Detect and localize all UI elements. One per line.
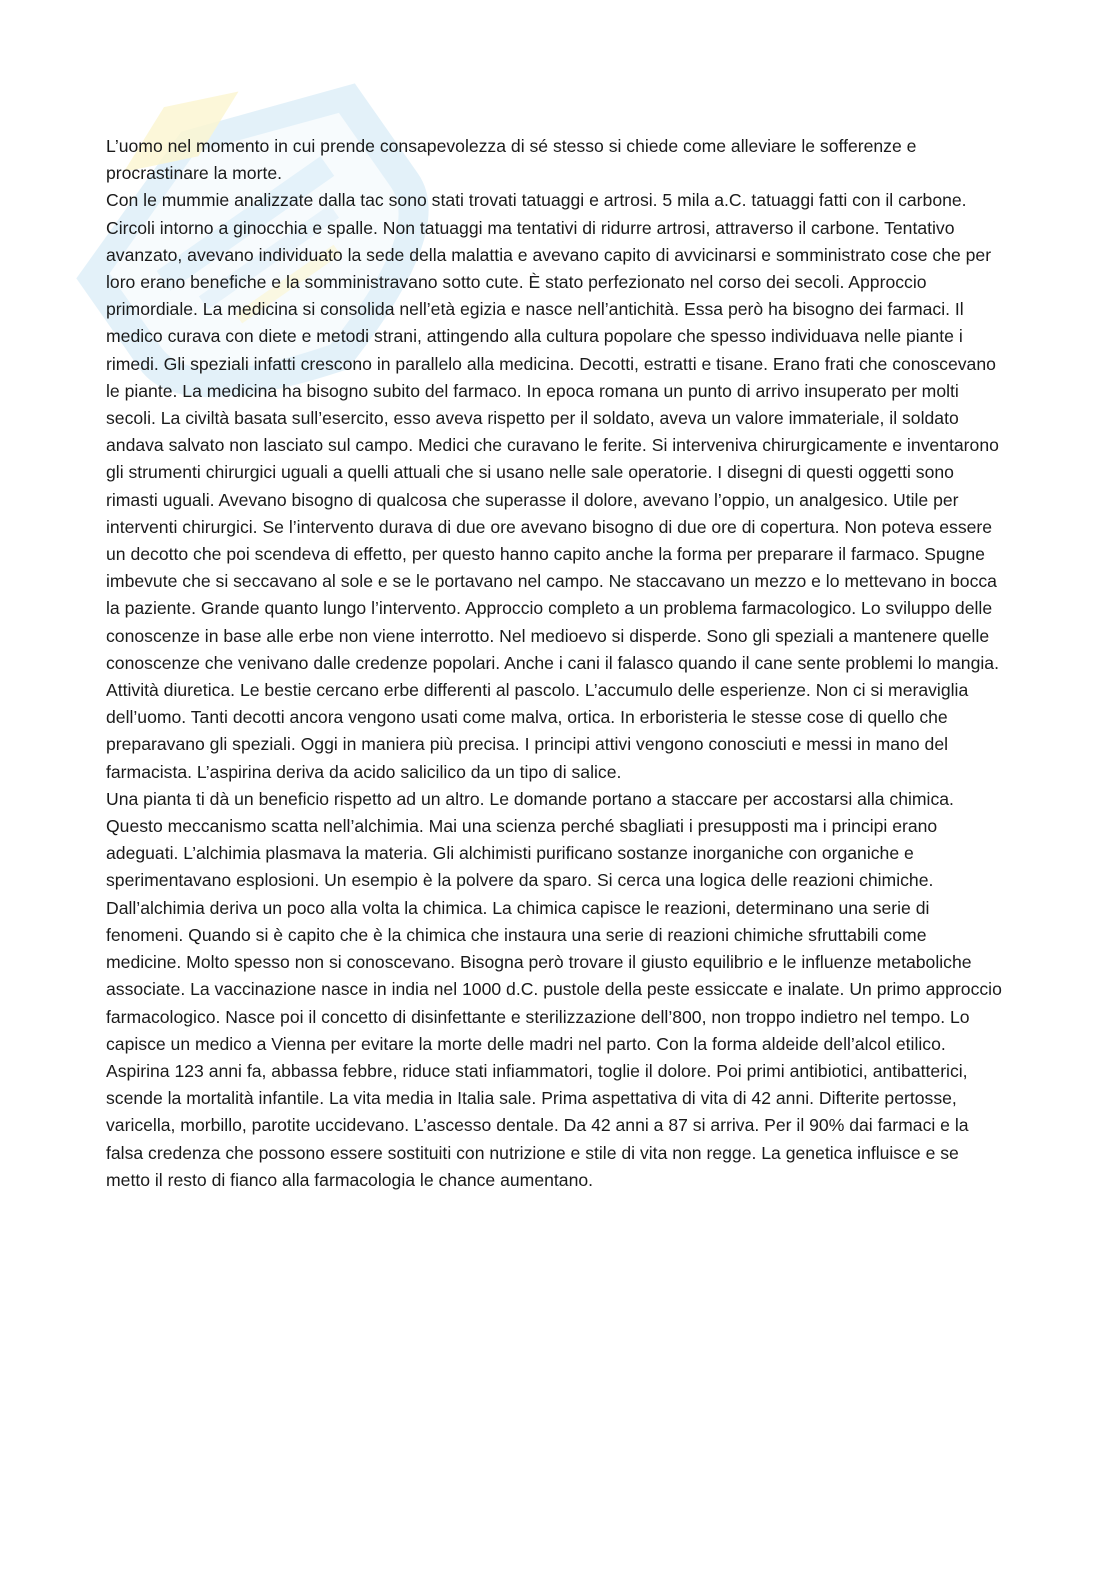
paragraph: Una pianta ti dà un beneficio rispetto ad un altro. Le domande portano a staccare per accostarsi alla chimica. Questo meccanismo scatta nell’alchimia. Mai una scienza perché sbagliati i presupposti ma i principi erano adeguati. L’alchimia plasmava la materia. Gli alchimisti purificano sostanze inorganiche con organiche e sperimentavano esplosioni. Un esempio è la polvere da sparo. Si cerca una logica delle reazioni chimiche. Dall’alchimia deriva un poco alla volta la chimica. La chimica capisce le reazioni, determinano una serie di fenomeni. Quando si è capito che è la chimica che instaura una serie di reazioni chimiche sfruttabili come medicine. Molto spesso non si conoscevano. Bisogna però trovare il giusto equilibrio e le influenze metaboliche associate. La vaccinazione nasce in india nel 1000 d.C. pustole della peste essiccate e inalate. Un primo approccio farmacologico. Nasce poi il concetto di disinfettante e sterilizzazione dell’800, non troppo indietro nel tempo. Lo capisce un medico a Vienna per evitare la morte delle madri nel parto. Con la forma aldeide dell’alcol etilico. Aspirina 123 anni fa, abbassa febbre, riduce stati infiammatori, toglie il dolore. Poi primi antibiotici, antibatterici, scende la mortalità infantile. La vita media in Italia sale. Prima aspettativa di vita di 42 anni. Difterite pertosse, varicella, morbillo, parotite uccidevano. L’ascesso dentale. Da 42 anni a 87 si arriva. Per il 90% dai farmaci e la falsa credenza che possono essere sostituiti con nutrizione e stile di vita non regge. La genetica influisce e se metto il resto di fianco alla farmacologia le chance aumentano. <box>106 788 1002 1190</box>
paragraph: L’uomo nel momento in cui prende consapevolezza di sé stesso si chiede come alleviare le sofferenze e procrastinare la morte. <box>106 136 917 184</box>
document-body <box>106 133 1006 1194</box>
paragraph: Con le mummie analizzate dalla tac sono stati trovati tatuaggi e artrosi. 5 mila a.C. tatuaggi fatti con il carbone. Circoli intorno a ginocchia e spalle. Non tatuaggi ma tentativi di ridurre artrosi, attraverso il carbone. Tentativo avanzato, avevano individuato la sede della malattia e avevano capito di avvicinarsi e somministrato cose che per loro erano benefiche e la somministravano sotto cute. È stato perfezionato nel corso dei secoli. Approccio primordiale. La medicina si consolida nell’età egizia e nasce nell’antichità. Essa però ha bisogno dei farmaci. Il medico curava con diete e metodi strani, attingendo alla cultura popolare che spesso individuava nelle piante i rimedi. Gli speziali infatti crescono in parallelo alla medicina. Decotti, estratti e tisane. Erano frati che conoscevano le piante. La medicina ha bisogno subito del farmaco. In epoca romana un punto di arrivo insuperato per molti secoli. La civiltà basata sull’esercito, esso aveva rispetto per il soldato, aveva un valore immateriale, il soldato andava salvato non lasciato sul campo. Medici che curavano le ferite. Si interveniva chirurgicamente e inventarono gli strumenti chirurgici uguali a quelli attuali che si usano nelle sale operatorie. I disegni di questi oggetti sono rimasti uguali. Avevano bisogno di qualcosa che superasse il dolore, avevano l’oppio, un analgesico. Utile per interventi chirurgici. Se l’intervento durava di due ore avevano bisogno di due ore di copertura. Non poteva essere un decotto che poi scendeva di effetto, per questo hanno capito anche la forma per preparare il farmaco. Spugne imbevute che si seccavano al sole e se le portavano nel campo. Ne staccavano un mezzo e lo mettevano in bocca la paziente. Grande quanto lungo l’intervento. Approccio completo a un problema farmacologico. Lo sviluppo delle conoscenze in base alle erbe non viene interrotto. Nel medioevo si disperde. Sono gli speziali a mantenere quelle conoscenze che venivano dalle credenze popolari. Anche i cani il falasco quando il cane sente problemi lo mangia. Attività diuretica. Le bestie cercano erbe differenti al pascolo. L’accumulo delle esperienze. Non ci si meraviglia dell’uomo. Tanti decotti ancora vengono usati come malva, ortica. In erboristeria le stesse cose di quello che preparavano gli speziali. Oggi in maniera più precisa. I principi attivi vengono conosciuti e messi in mano del farmacista. L’aspirina deriva da acido salicilico da un tipo di salice. <box>106 190 999 782</box>
